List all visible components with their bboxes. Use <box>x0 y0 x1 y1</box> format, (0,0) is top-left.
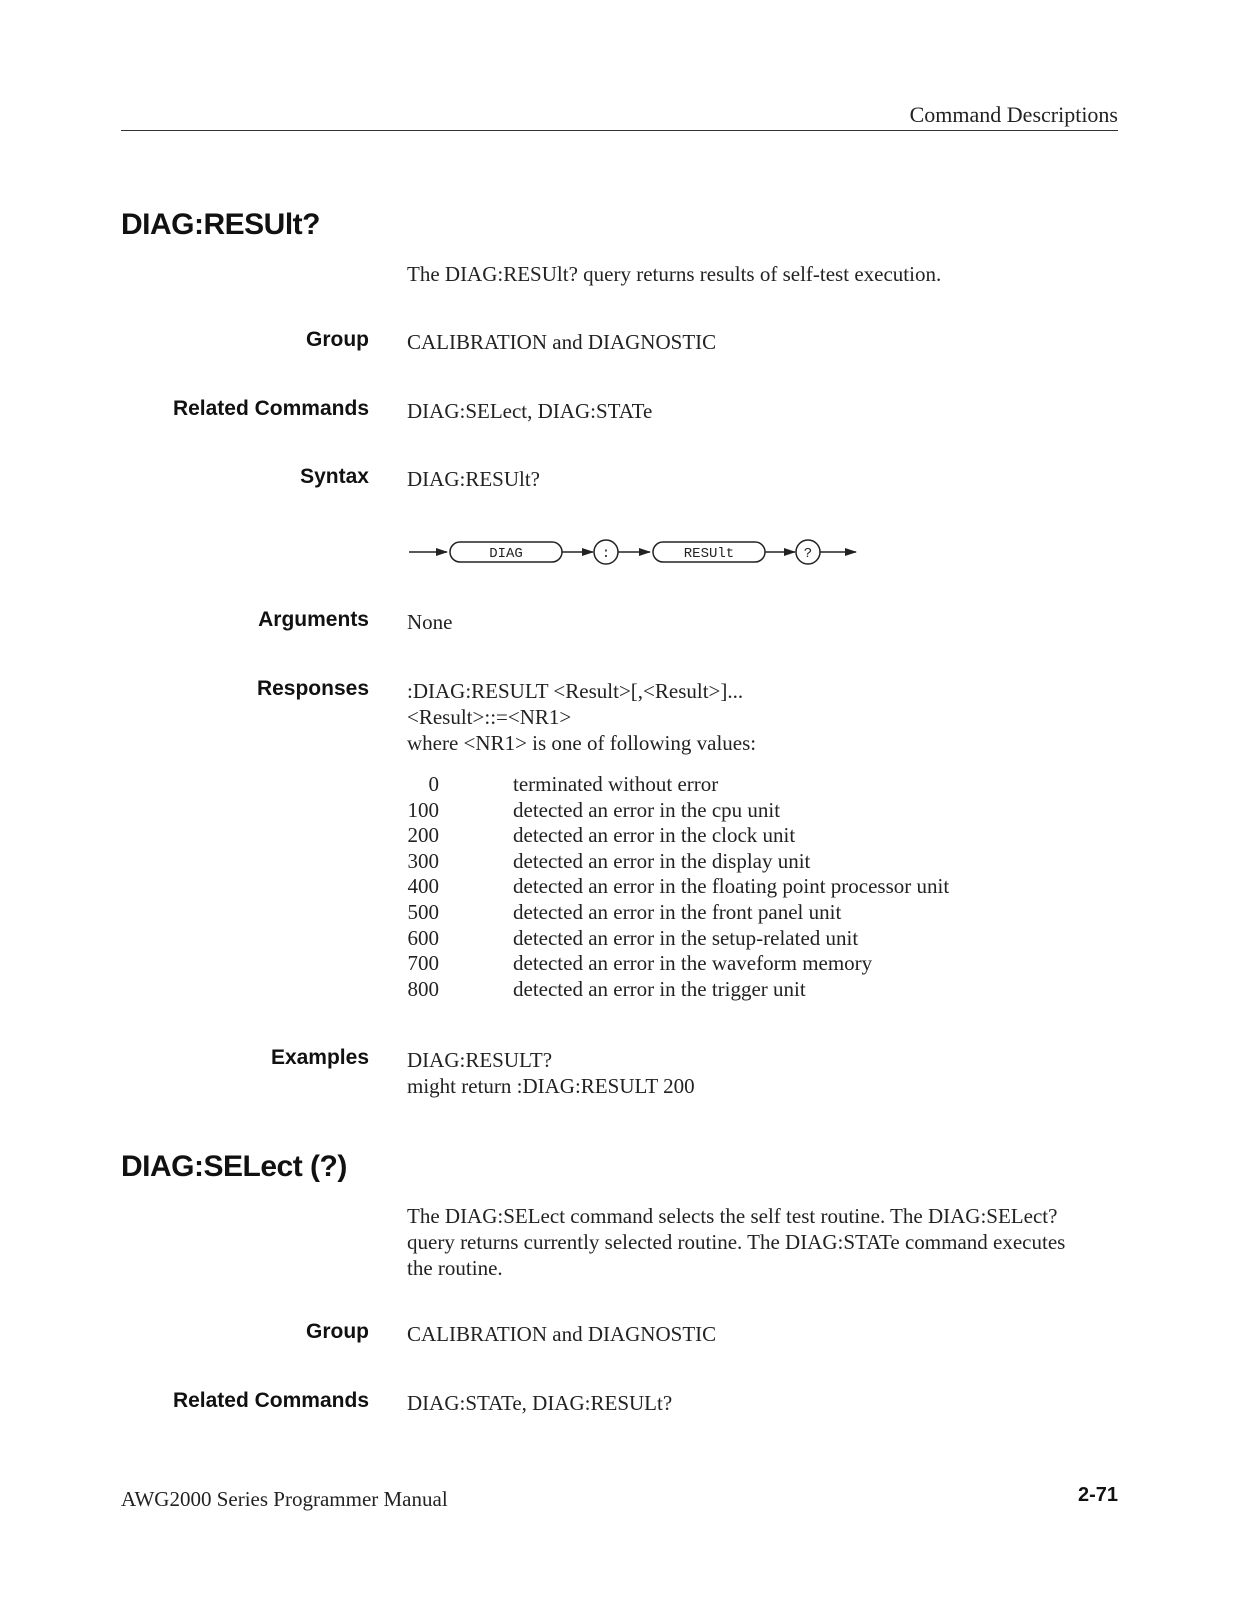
arguments-label: Arguments <box>258 608 369 631</box>
responses-label: Responses <box>256 677 369 700</box>
result-code: 800 <box>407 976 439 1001</box>
result-meaning: detected an error in the waveform memory <box>513 951 873 976</box>
table-row <box>407 977 949 1003</box>
syntax-value: DIAG:RESUlt? <box>407 467 540 491</box>
table-row <box>407 926 949 952</box>
diag-select-description <box>407 1203 1065 1281</box>
description-line: query returns currently selected routine. The DIAG:STATe command executes <box>407 1230 1066 1254</box>
result-meaning: detected an error in the trigger unit <box>513 976 806 1001</box>
result-meaning: detected an error in the front panel unit <box>513 899 842 924</box>
result-code: 400 <box>407 874 439 899</box>
responses-text <box>407 678 756 756</box>
description-line: The DIAG:SELect command selects the self test routine. The DIAG:SELect? <box>407 1204 1058 1228</box>
table-row <box>407 951 949 977</box>
result-code: 100 <box>407 797 439 822</box>
result-code: 500 <box>407 899 439 924</box>
responses-line: where <NR1> is one of following values: <box>407 731 757 755</box>
group-value: CALIBRATION and DIAGNOSTIC <box>407 1322 717 1346</box>
related-commands-label: Related Commands <box>172 1389 369 1412</box>
diag-result-description: The DIAG:RESUlt? query returns results of self-test execution. <box>407 262 942 286</box>
page-number: 2-71 <box>1077 1484 1118 1506</box>
result-meaning: detected an error in the clock unit <box>513 823 796 848</box>
result-meaning: detected an error in the setup-related unit <box>513 925 859 950</box>
diagram-node-result-label: RESUlt <box>683 546 735 562</box>
arguments-value: None <box>407 610 453 634</box>
result-meaning: terminated without error <box>513 772 719 796</box>
result-code: 600 <box>407 925 439 950</box>
description-line: the routine. <box>407 1256 503 1280</box>
responses-line: <Result>::=<NR1> <box>407 705 572 729</box>
related-commands-value: DIAG:SELect, DIAG:STATe <box>407 399 653 423</box>
group-value: CALIBRATION and DIAGNOSTIC <box>407 330 717 354</box>
result-meaning: detected an error in the display unit <box>513 848 811 873</box>
syntax-diagram <box>407 536 867 570</box>
group-label: Group <box>306 328 369 351</box>
table-row <box>407 772 949 798</box>
diagram-node-question-label: ? <box>803 546 813 562</box>
section-title-diag-select: DIAG:SELect (?) <box>121 1150 347 1183</box>
running-header: Command Descriptions <box>909 102 1118 127</box>
result-meaning: detected an error in the floating point processor unit <box>513 874 950 899</box>
result-code: 700 <box>407 951 439 976</box>
responses-line: :DIAG:RESULT <Result>[,<Result>]... <box>407 679 744 703</box>
footer-manual-title: AWG2000 Series Programmer Manual <box>121 1487 448 1511</box>
group-label: Group <box>306 1320 369 1343</box>
result-codes-table <box>407 772 949 1002</box>
example-line: DIAG:RESULT? <box>407 1048 553 1072</box>
result-code: 300 <box>407 848 439 873</box>
syntax-label: Syntax <box>300 465 369 488</box>
result-code: 0 <box>428 772 439 796</box>
diagram-node-diag-label: DIAG <box>489 546 523 562</box>
related-commands-label: Related Commands <box>172 397 369 420</box>
table-row <box>407 823 949 849</box>
related-commands-value: DIAG:STATe, DIAG:RESULt? <box>407 1391 673 1415</box>
table-row <box>407 798 949 824</box>
examples-text <box>407 1047 695 1099</box>
result-meaning: detected an error in the cpu unit <box>513 797 781 822</box>
example-line: might return :DIAG:RESULT 200 <box>407 1074 695 1098</box>
table-row <box>407 849 949 875</box>
diagram-node-colon-label: : <box>601 546 611 562</box>
header-rule <box>121 130 1118 131</box>
section-title-diag-result: DIAG:RESUlt? <box>121 208 320 241</box>
table-row <box>407 874 949 900</box>
table-row <box>407 900 949 926</box>
result-code: 200 <box>407 823 439 848</box>
examples-label: Examples <box>270 1046 369 1069</box>
